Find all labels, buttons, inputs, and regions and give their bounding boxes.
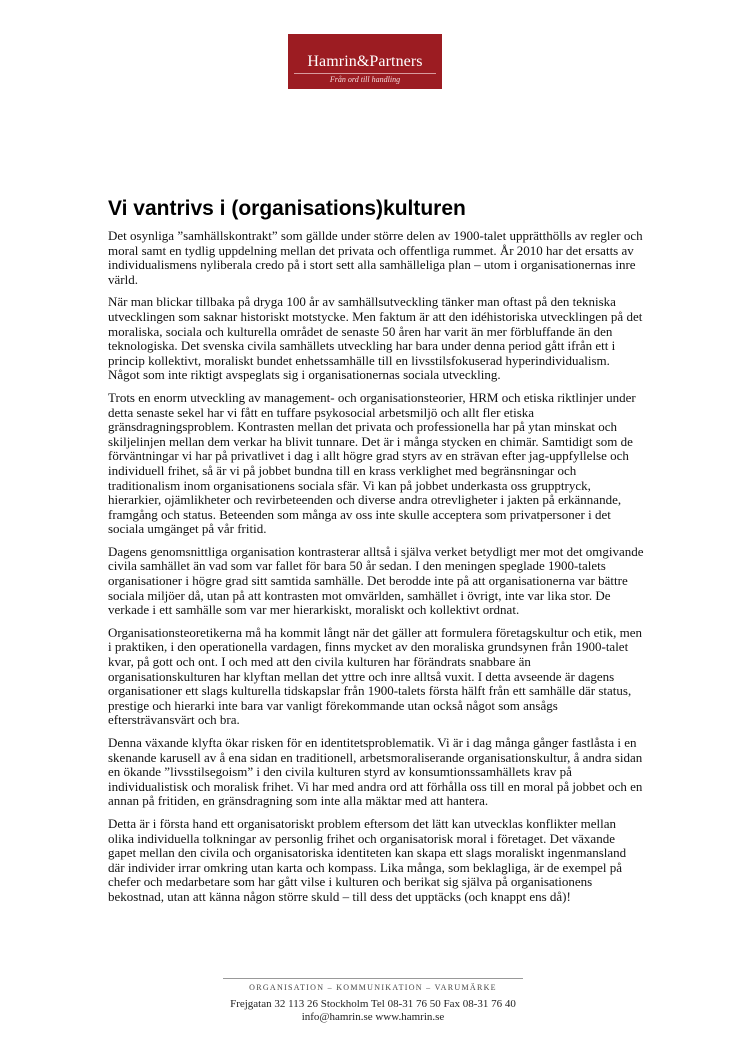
article-title: Vi vantrivs i (organisations)kulturen xyxy=(108,197,466,220)
article-paragraph-2: När man blickar tillbaka på dryga 100 år av samhällsutveckling tänker man oftast på den tekniska utvecklingen som saknar historiskt motstycke. Men faktum är att den idéhistoriska utvecklingen på det moraliska, sociala och kulturella området de senaste 50 åren har varit än mer förbluffande än den teknologiska. Det svenska civila samhällets utveckling har bara under denna period gått ifrån ett i princip kollektivt, moraliskt bundet enhetssamhälle till en livsstilsfokuserad hyperindividualism. Något som inte riktigt avspeglats sig i organisationernas sociala utveckling. xyxy=(108,294,643,383)
logo-tagline: Från ord till handling xyxy=(329,75,401,84)
footer-motto: ORGANISATION – KOMMUNIKATION – VARUMÄRKE xyxy=(249,983,497,992)
logo-name: Hamrin&Partners xyxy=(307,53,423,70)
article-paragraph-4: Dagens genomsnittliga organisation kontrasterar alltså i själva verket betydligt mer mot det omgivande civila samhället än vad som var fallet för bara 50 år sedan. I den meningen speglade 1900-talets organisationer i högre grad sitt samtida samhälle. Det berodde inte på att organisationerna var bättre sociala miljöer då, utan på att kontrasten mot omvärlden, samhället i övrigt, inte var lika stor. De verkade i ett samhälle som var mer hierarkiskt, moraliskt och kollektivt ordnat. xyxy=(108,543,644,618)
article-paragraph-1: Det osynliga ”samhällskontrakt” som gällde under större delen av 1900-talet upprätthölls av regler och moral samt en tydlig uppdelning mellan det privata och offentliga rummet. År 2010 har det ersatts av individualismens nyliberala credo på i stort sett alla samhälleliga plan – utom i organisationernas inre värld. xyxy=(108,228,643,287)
footer-divider xyxy=(223,978,523,979)
logo-divider xyxy=(294,73,436,74)
article-paragraph-5: Organisationsteoretikerna må ha kommit långt när det gäller att formulera företagskultur och etik, men i praktiken, i den operationella vardagen, finns mycket av den moraliska grundsynen från 1900-talet kvar, på gott och ont. I och med att den civila kulturen har förändrats snabbare än organisationskulturen har klyftan mellan det yttre och inre alltså vuxit. I detta avseende är dagens organisationer ett slags kulturella tidskapslar från 1900-talets första hälft från ett samhälle där status, prestige och hierarki inte bara var vanligt förekommande utan också något som ansågs eftersträvansvärt och bra. xyxy=(108,624,643,728)
article-paragraph-6: Denna växande klyfta ökar risken för en identitetsproblematik. Vi är i dag många gånger fastlåsta i en skenande karusell av å ena sidan en traditionell, arbetsmoraliserande organisationskultur, å andra sidan en ökande ”livsstilsegoism” i den civila kulturen styrd av konsumtionssamhällets krav på individualistisk och moralisk frihet. Vi har med andra ord att förhålla oss till en moral på jobbet och en annan på fritiden, en gränsdragning som inte alla mäktar med att hantera. xyxy=(108,735,643,809)
article-body xyxy=(108,196,644,913)
footer-contact: info@hamrin.se www.hamrin.se xyxy=(301,1011,445,1023)
company-logo xyxy=(288,34,442,89)
article-paragraph-7: Detta är i första hand ett organisatoriskt problem eftersom det lätt kan utvecklas konflikter mellan olika individuella tolkningar av personlig frihet och organisatorisk moral i företaget. Det växande gapet mellan den civila och organisatoriska identiteten kan skapa ett slags moraliskt ingenmansland där individer irrar omkring utan karta och kompass. Lika många, som beklagliga, är de exempel på chefer och medarbetare som har gått vilse i kulturen och berikat sig själva på organisationens bekostnad, utan att känna någon större skuld – till dess det upptäcks (och knappt ens då)! xyxy=(108,815,627,904)
article-paragraph-3: Trots en enorm utveckling av management- och organisationsteorier, HRM och etiska riktlinjer under detta senaste sekel har vi fått en tuffare psykosocial arbetsmiljö och allt fler etiska gränsdragningsproblem. Kontrasten mellan det privata och professionella har på ytan minskat och skiljelinjen mellan dem verkar ha blivit tunnare. Det är i många stycken en chimär. Samtidigt som de förväntningar vi har på privatlivet i dag i allt högre grad styrs av en strävan efter jag-uppfyllelse och individuell frihet, så är vi på jobbet bundna till en krass verklighet med begränsningar och traditionalism inom organisationens sociala sfär. Vi kan på jobbet underkasta oss grupptryck, hierarkier, ojämlikheter och revirbeteenden och diverse andra otrevligheter i jakten på erkännande, framgång och status. Beteenden som många av oss inte skulle acceptera som privatpersoner i det sociala umgänget på vår fritid. xyxy=(108,389,636,537)
footer-address: Frejgatan 32 113 26 Stockholm Tel 08-31 76 50 Fax 08-31 76 40 xyxy=(230,998,516,1010)
